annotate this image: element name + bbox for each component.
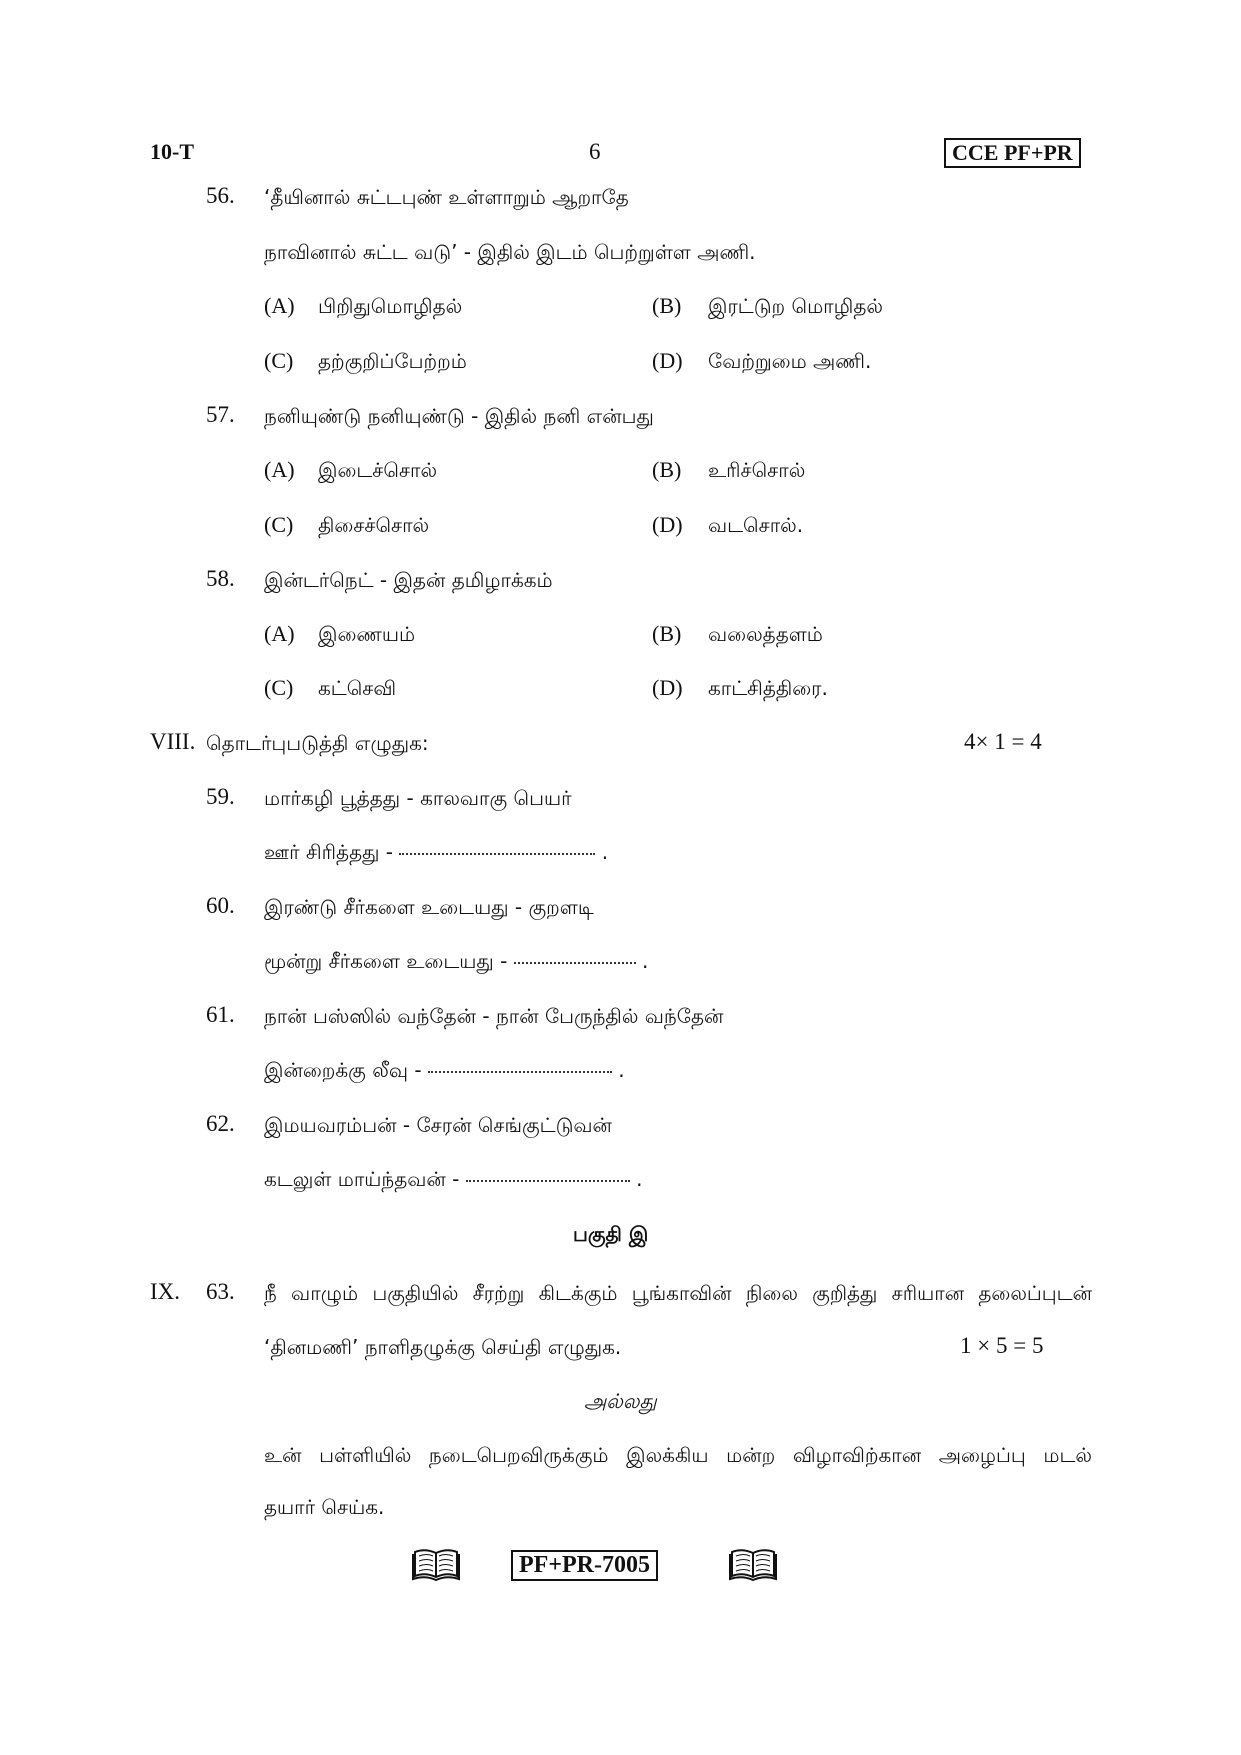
option-text: காட்சித்திரை. (708, 676, 828, 700)
answer-end: . (636, 1167, 643, 1191)
answer-blank[interactable] (428, 1071, 612, 1073)
question-62-answer-line (264, 1167, 642, 1194)
question-60-pair: இரண்டு சீர்களை உடையது - குறளடி (264, 895, 594, 919)
option-label: (A) (264, 457, 295, 482)
part-heading: பகுதி இ (573, 1222, 649, 1246)
option-label: (D) (652, 348, 683, 373)
question-63-line-2: ‘தினமணி’ நாளிதழுக்கு செய்தி எழுதுக. (264, 1335, 622, 1359)
section-viii-roman: VIII. (150, 729, 196, 754)
option-label: (D) (652, 675, 683, 700)
option-text: வேற்றுமை அணி. (708, 349, 872, 373)
answer-prompt: மூன்று சீர்களை உடையது - (264, 949, 508, 973)
option-label: (D) (652, 512, 683, 537)
option-text: தற்குறிப்பேற்றம் (318, 349, 467, 373)
answer-end: . (642, 949, 649, 973)
question-61-pair: நான் பஸ்ஸில் வந்தேன் - நான் பேருந்தில் வந்தேன் (264, 1004, 724, 1028)
option-label: (B) (652, 621, 682, 646)
question-60-answer-line (264, 949, 648, 976)
or-label: அல்லது (584, 1389, 657, 1413)
question-58-line-1: இன்டர்நெட் - இதன் தமிழாக்கம் (264, 568, 553, 592)
alternative-line-2: தயார் செய்க. (264, 1495, 385, 1519)
question-56-line-1: ‘தீயினால் சுட்டபுண் உள்ளாறும் ஆறாதே (264, 185, 629, 209)
footer-code: PF+PR-7005 (511, 1550, 658, 1581)
question-59-answer-line (264, 840, 608, 867)
section-viii-marks: 4× 1 = 4 (964, 729, 1042, 754)
answer-blank[interactable] (514, 962, 636, 964)
option-label: (A) (264, 621, 295, 646)
option-label: (A) (264, 293, 295, 318)
question-number-61: 61. (206, 1002, 235, 1027)
question-56-line-2: நாவினால் சுட்ட வடு’ - இதில் இடம் பெற்றுள்ள அணி. (264, 240, 756, 264)
question-number-60: 60. (206, 893, 235, 918)
answer-prompt: இன்றைக்கு லீவு - (264, 1058, 422, 1082)
paper-code: 10-T (150, 139, 194, 164)
alternative-line-1: உன் பள்ளியில் நடைபெறவிருக்கும் இலக்கிய மன்ற விழாவிற்கான அழைப்பு மடல் (264, 1443, 1092, 1467)
question-63-line-1: நீ வாழும் பகுதியில் சீரற்று கிடக்கும் பூங்காவின் நிலை குறித்து சரியான தலைப்புடன் (264, 1281, 1092, 1305)
question-number-62: 62. (206, 1111, 235, 1136)
option-label: (B) (652, 457, 682, 482)
answer-prompt: ஊர் சிரித்தது - (264, 840, 394, 864)
answer-blank[interactable] (399, 853, 595, 855)
page-number: 6 (589, 139, 601, 164)
question-number-58: 58. (206, 566, 235, 591)
option-text: கட்செவி (318, 676, 397, 700)
option-text: வடசொல். (708, 513, 804, 537)
open-book-icon (729, 1548, 777, 1582)
answer-end: . (618, 1058, 625, 1082)
option-text: உரிச்சொல் (708, 458, 806, 482)
option-label: (B) (652, 293, 682, 318)
option-text: பிறிதுமொழிதல் (318, 294, 463, 318)
option-label: (C) (264, 675, 294, 700)
open-book-icon (412, 1548, 460, 1582)
option-text: இடைச்சொல் (318, 458, 438, 482)
question-59-pair: மார்கழி பூத்தது - காலவாகு பெயர் (264, 786, 572, 810)
answer-prompt: கடலுள் மாய்ந்தவன் - (264, 1167, 460, 1191)
section-ix-roman: IX. (150, 1279, 181, 1304)
question-number-59: 59. (206, 784, 235, 809)
series-code: CCE PF+PR (944, 138, 1081, 168)
question-number-56: 56. (206, 183, 235, 208)
question-number-57: 57. (206, 402, 235, 427)
answer-blank[interactable] (466, 1180, 630, 1182)
question-61-answer-line (264, 1058, 625, 1085)
option-label: (C) (264, 348, 294, 373)
question-57-line-1: நனியுண்டு நனியுண்டு - இதில் நனி என்பது (264, 404, 654, 428)
option-text: வலைத்தளம் (708, 622, 823, 646)
option-text: இரட்டுற மொழிதல் (708, 294, 883, 318)
option-label: (C) (264, 512, 294, 537)
section-viii-title: தொடர்புபடுத்தி எழுதுக: (206, 731, 429, 755)
answer-end: . (601, 840, 609, 864)
question-62-pair: இமயவரம்பன் - சேரன் செங்குட்டுவன் (264, 1113, 612, 1137)
section-ix-marks: 1 × 5 = 5 (960, 1333, 1044, 1358)
question-number-63: 63. (206, 1279, 235, 1304)
option-text: திசைச்சொல் (318, 513, 430, 537)
option-text: இணையம் (318, 622, 416, 646)
